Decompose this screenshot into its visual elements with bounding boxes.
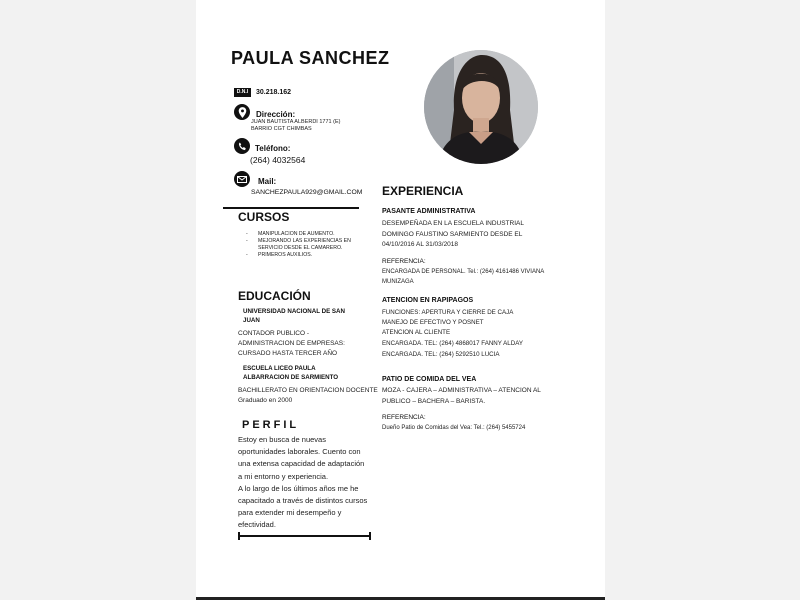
address-label: Dirección: — [256, 110, 296, 119]
location-pin-icon — [234, 104, 250, 120]
job-1-title: PASANTE ADMINISTRATIVA — [382, 208, 476, 215]
perfil-divider — [238, 535, 371, 537]
perfil-line: efectividad. — [238, 520, 276, 530]
list-item: - MANIPULACION DE AUMENTO. — [244, 231, 369, 238]
institution-2-line: Graduado en 2000 — [238, 397, 293, 404]
list-item: - MEJORANDO LAS EXPERIENCIAS EN SERVICIO DESDE EL CAMARERO. — [244, 238, 369, 252]
experiencia-heading: EXPERIENCIA — [382, 184, 464, 198]
cursos-list — [244, 231, 369, 259]
job-line: PUBLICO – BACHERA – BARISTA. — [382, 397, 486, 405]
perfil-heading: PERFIL — [242, 419, 300, 431]
perfil-text — [238, 434, 378, 532]
list-item: - PRIMEROS AUXILIOS. — [244, 252, 369, 259]
perfil-line: oportunidades laborales. Cuento con — [238, 447, 361, 457]
person-name: PAULA SANCHEZ — [231, 48, 390, 68]
job-line: DOMINGO FAUSTINO SARMIENTO DESDE EL — [382, 230, 523, 238]
job-3-ref-label: REFERENCIA: — [382, 414, 426, 421]
mail-value: SANCHEZPAULA929@GMAIL.COM — [251, 189, 363, 196]
job-line: MUNIZAGA — [382, 279, 414, 285]
institution-1-line: CONTADOR PUBLICO - — [238, 330, 310, 337]
mail-icon — [234, 171, 250, 187]
phone-icon — [234, 138, 250, 154]
job-2-description — [382, 308, 513, 338]
job-2-title: ATENCION EN RAPIPAGOS — [382, 297, 474, 304]
job-3-reference: Dueño Patio de Comidas del Vea: Tel.: (264) 5455724 — [382, 425, 526, 431]
perfil-line: Estoy en busca de nuevas — [238, 435, 326, 444]
job-line: FUNCIONES: APERTURA Y CIERRE DE CAJA — [382, 309, 514, 316]
mail-label: Mail: — [258, 177, 277, 186]
section-divider — [223, 207, 359, 209]
address-line-2: BARRIO CGT CHIMBAS — [251, 126, 312, 132]
job-1-ref-label: REFERENCIA: — [382, 258, 426, 265]
institution-2-line: BACHILLERATO EN ORIENTACION DOCENTE — [238, 387, 378, 394]
job-line: MANEJO DE EFECTIVO Y POSNET — [382, 319, 484, 326]
perfil-line: A lo largo de los últimos años me he — [238, 483, 359, 493]
educacion-heading: EDUCACIÓN — [238, 289, 311, 303]
job-line: ATENCION AL CLIENTE — [382, 329, 451, 336]
job-2-references — [382, 338, 523, 360]
job-line: ENCARGADA. TEL: (264) 5292510 LUCIA — [382, 351, 500, 358]
job-line: DESEMPEÑADA EN LA ESCUELA INDUSTRIAL — [382, 220, 524, 227]
perfil-line: capacitado a través de distintos cursos — [238, 496, 368, 506]
cursos-heading: CURSOS — [238, 210, 290, 224]
institution-1: UNIVERSIDAD NACIONAL DE SAN JUAN — [243, 308, 345, 324]
dni-badge: D.N.I — [234, 88, 251, 97]
phone-value: (264) 4032564 — [250, 155, 306, 165]
profile-photo — [424, 50, 538, 164]
job-3-description — [382, 386, 541, 407]
institution-1-line: CURSADO HASTA TERCER AÑO — [238, 350, 338, 357]
perfil-line: para extender mi desempeño y — [238, 508, 342, 518]
dni-value: 30.218.162 — [256, 89, 292, 96]
institution-2: ESCUELA LICEO PAULA ALBARRACION DE SARMIENTO — [243, 365, 339, 381]
institution-1-line: ADMINISTRACION DE EMPRESAS: — [238, 340, 345, 347]
job-1-references — [382, 267, 544, 287]
job-line: ENCARGADA. TEL: (264) 4868017 FANNY ALDAY — [382, 340, 524, 347]
perfil-line: a mi entorno y experiencia. — [238, 471, 329, 481]
address-line-1: JUAN BAUTISTA ALBERDI 1771 (E) — [251, 119, 341, 125]
resume-page — [196, 0, 605, 600]
phone-label: Teléfono: — [255, 144, 291, 153]
job-line: 04/10/2016 AL 31/03/2018 — [382, 241, 459, 248]
job-line: MOZA - CAJERA – ADMINISTRATIVA – ATENCION AL — [382, 387, 541, 394]
job-3-title: PATIO DE COMIDA DEL VEA — [382, 376, 477, 383]
job-line: ENCARGADA DE PERSONAL. Tel.: (264) 4161486 VIVIANA — [382, 269, 545, 275]
job-1-description — [382, 219, 524, 251]
perfil-line: una extensa capacidad de adaptación — [238, 459, 365, 469]
